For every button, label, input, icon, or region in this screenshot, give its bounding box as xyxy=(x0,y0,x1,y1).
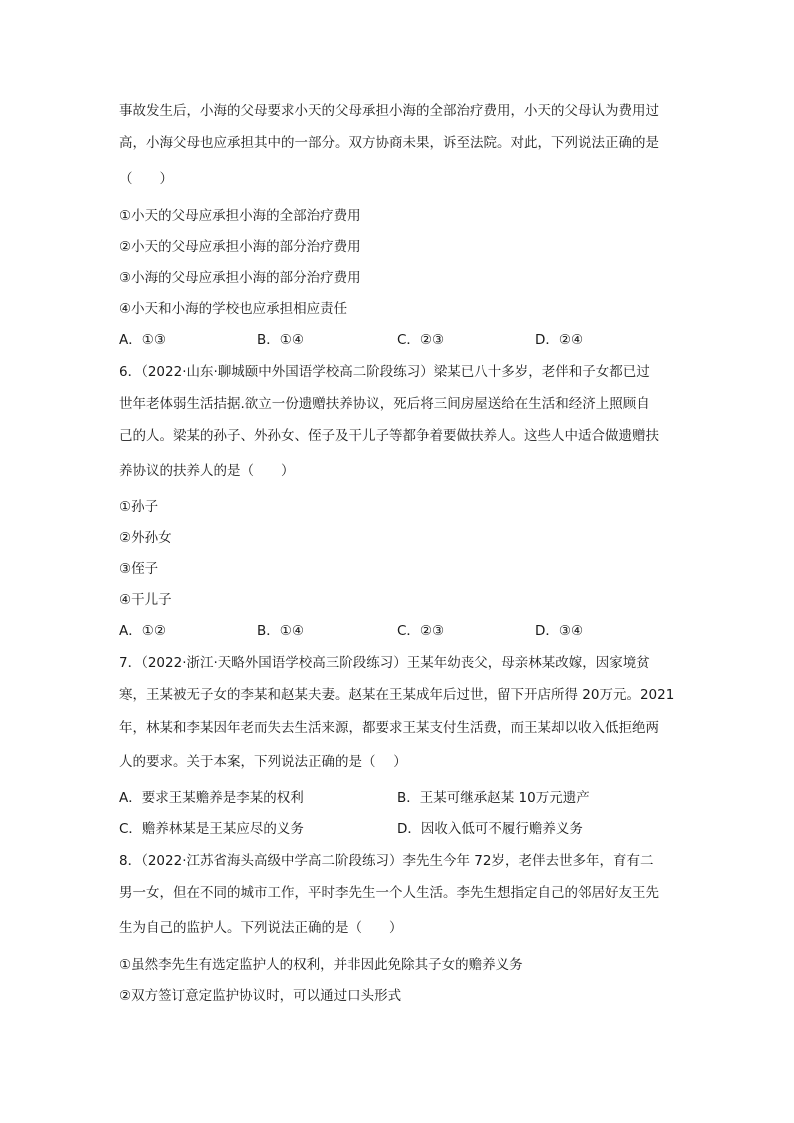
q6-option-b: B．①④ xyxy=(257,623,304,639)
q7-option-a: A．要求王某赡养是李某的权利 xyxy=(119,790,304,806)
q6-stem-line-2: 世年老体弱生活拮据.欲立一份遗赠扶养协议，死后将三间房屋送给在生活和经济上照顾自 xyxy=(119,396,650,412)
q5-item-2: ②小天的父母应承担小海的部分治疗费用 xyxy=(119,239,361,255)
q6-option-a: A．①② xyxy=(119,623,166,639)
q7-option-b: B．王某可继承赵某 10万元遗产 xyxy=(397,790,590,806)
q5-option-a: A．①③ xyxy=(119,332,166,348)
q5-option-d: D．②④ xyxy=(535,332,584,348)
q6-item-3: ③侄子 xyxy=(119,561,159,577)
q8-item-2: ②双方签订意定监护协议时，可以通过口头形式 xyxy=(119,988,402,1004)
q6-option-c: C．②③ xyxy=(397,623,445,639)
q7-option-d: D．因收入低可不履行赡养义务 xyxy=(397,821,583,837)
q5-item-3: ③小海的父母应承担小海的部分治疗费用 xyxy=(119,270,361,286)
q6-stem-line-1: 6．（2022·山东·聊城颐中外国语学校高二阶段练习）梁某已八十多岁，老伴和子女都已过 xyxy=(119,364,650,380)
q8-stem-line-3: 生为自己的监护人。下列说法正确的是（ ） xyxy=(119,920,403,936)
q5-item-4: ④小天和小海的学校也应承担相应责任 xyxy=(119,301,348,317)
q7-stem-line-1: 7．（2022·浙江·天略外国语学校高三阶段练习）王某年幼丧父，母亲林某改嫁，因家境贫 xyxy=(119,655,650,671)
q6-item-1: ①孙子 xyxy=(119,499,159,515)
q6-option-d: D．③④ xyxy=(535,623,584,639)
q7-stem-line-2: 寒，王某被无子女的李某和赵某夫妻。赵某在王某成年后过世，留下开店所得 20万元。2021 xyxy=(119,687,675,703)
q5-option-b: B．①④ xyxy=(257,332,304,348)
q5-stem-line-3: （ ） xyxy=(119,171,173,187)
q7-option-c: C．赡养林某是王某应尽的义务 xyxy=(119,821,304,837)
q5-option-c: C．②③ xyxy=(397,332,445,348)
q8-stem-line-2: 男一女，但在不同的城市工作，平时李先生一个人生活。李先生想指定自己的邻居好友王先 xyxy=(119,885,659,901)
q8-stem-line-1: 8．（2022·江苏省海头高级中学高二阶段练习）李先生今年 72岁，老伴去世多年，育有二 xyxy=(119,853,654,869)
q6-stem-line-4: 养协议的扶养人的是（ ） xyxy=(119,463,295,479)
q6-stem-line-3: 己的人。梁某的孙子、外孙女、侄子及干儿子等都争着要做扶养人。这些人中适合做遗赠扶 xyxy=(119,428,659,444)
q6-item-2: ②外孙女 xyxy=(119,530,172,546)
q7-stem-line-3: 年，林某和李某因年老而失去生活来源，都要求王某支付生活费，而王某却以收入低拒绝两 xyxy=(119,720,659,736)
q5-item-1: ①小天的父母应承担小海的全部治疗费用 xyxy=(119,208,361,224)
q8-item-1: ①虽然李先生有选定监护人的权利，并非因此免除其子女的赡养义务 xyxy=(119,957,523,973)
q7-stem-line-4: 人的要求。关于本案，下列说法正确的是（ ） xyxy=(119,754,407,770)
q5-stem-line-2: 高，小海父母也应承担其中的一部分。双方协商未果，诉至法院。对此，下列说法正确的是 xyxy=(119,135,659,151)
q5-stem-line-1: 事故发生后，小海的父母要求小天的父母承担小海的全部治疗费用，小天的父母认为费用过 xyxy=(119,103,659,119)
q6-item-4: ④干儿子 xyxy=(119,592,172,608)
